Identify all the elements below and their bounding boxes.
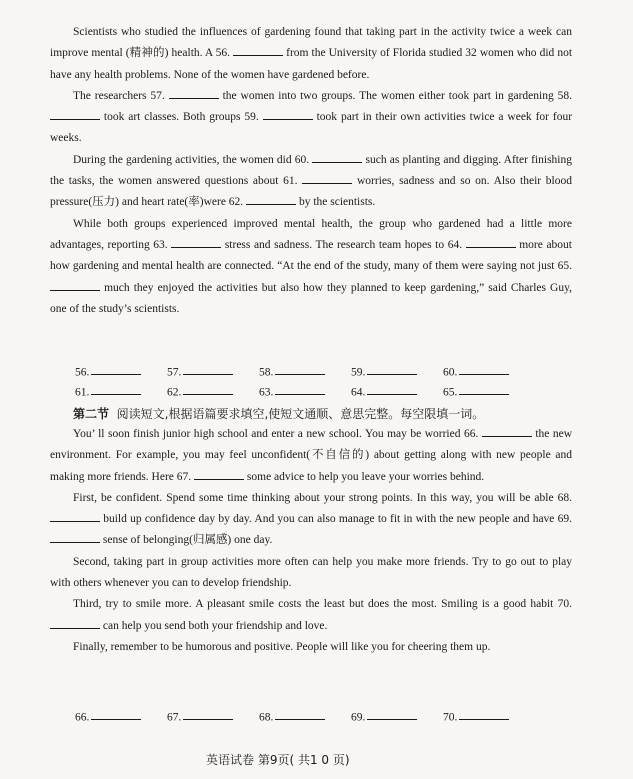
page-footer: 英语试卷 第9页( 共1 0 页) (206, 753, 350, 767)
answer-66[interactable]: 66. (75, 709, 167, 723)
blank-60[interactable] (312, 151, 362, 162)
blank-61[interactable] (302, 173, 352, 184)
answer-68[interactable]: 68. (259, 709, 351, 723)
blank-57[interactable] (169, 88, 219, 99)
answer-65[interactable]: 65. (443, 384, 535, 398)
blank-59[interactable] (263, 109, 313, 120)
passage-2-paragraph-4: Third, try to smile more. A pleasant smile costs the least but does the most. Smiling is a good habit 70. can help you send both your friendship and love. (50, 594, 572, 637)
section-2-heading: 第二节 阅读短文,根据语篇要求填空,使短文通顺、意思完整。每空限填一词。 (73, 407, 485, 421)
passage-2-paragraph-3: Second, taking part in group activities more often can help you make more friends. Try to go out to play with others whenever you can to develop friendship. (50, 555, 572, 590)
answer-60[interactable]: 60. (443, 364, 535, 378)
passage-1-paragraph-1: Scientists who studied the influences of gardening found that taking part in the activity twice a week can improve mental (精神的) health. A 56. from the University of Florida studied 32 women who did not have any health problems. None of the women have gardened before. (50, 26, 573, 81)
answer-row-61-65 (75, 384, 535, 398)
answer-58[interactable]: 58. (259, 364, 351, 378)
passage-1-paragraph-4: While both groups experienced improved mental health, the group who gardened had a little more advantages, reporting 63. stress and sadness. The research team hopes to 64. more about how gardening and mental health are connected. “At the end of the study, many of them were saying not just 65. much they enjoyed the activities but also how they planned to keep gardening,” said Charles Guy, one of the study’s scientists. (50, 217, 572, 315)
blank-62[interactable] (246, 194, 296, 205)
passage-1-paragraph-2: The researchers 57. the women into two groups. The women either took part in gardening 58. took art classes. Both groups 59. took part in their own activities twice a week for four weeks. (50, 86, 572, 150)
answer-61[interactable]: 61. (75, 384, 167, 398)
blank-68[interactable] (50, 511, 100, 522)
answer-row-56-60 (75, 364, 535, 378)
blank-58[interactable] (50, 109, 100, 120)
answer-56[interactable]: 56. (75, 364, 167, 378)
answer-64[interactable]: 64. (351, 384, 443, 398)
answer-63[interactable]: 63. (259, 384, 351, 398)
answer-70[interactable]: 70. (443, 709, 535, 723)
answer-67[interactable]: 67. (167, 709, 259, 723)
passage-2 (50, 424, 572, 658)
passage-2-paragraph-1: You’ ll soon finish junior high school and enter a new school. You may be worried 66. the new environment. For example, you may feel unconfident(不自信的) about getting along with new people and making more friends. Here 67. some advice to help you leave your worries behind. (50, 424, 572, 488)
answer-57[interactable]: 57. (167, 364, 259, 378)
blank-66[interactable] (482, 426, 532, 437)
answer-59[interactable]: 59. (351, 364, 443, 378)
blank-56[interactable] (233, 45, 283, 56)
blank-64[interactable] (466, 237, 516, 248)
answer-row-66-70 (75, 709, 535, 723)
blank-69[interactable] (50, 532, 100, 543)
passage-2-paragraph-5: Finally, remember to be humorous and positive. People will like you for cheering them up. (73, 640, 491, 653)
passage-2-paragraph-2: First, be confident. Spend some time thinking about your strong points. In this way, you will be able 68. build up confidence day by day. And you can also manage to fit in with the new people and have 69. sense of belonging(归属感) one day. (50, 488, 572, 552)
blank-65[interactable] (50, 279, 100, 290)
answer-62[interactable]: 62. (167, 384, 259, 398)
passage-1-paragraph-3: During the gardening activities, the women did 60. such as planting and digging. After finishing the tasks, the women answered questions about 61. worries, sadness and so on. Also their blood pressure(压力) and heart rate(率)were 62. by the scientists. (50, 150, 572, 214)
blank-70[interactable] (50, 617, 100, 628)
answer-69[interactable]: 69. (351, 709, 443, 723)
blank-63[interactable] (171, 237, 221, 248)
blank-67[interactable] (194, 468, 244, 479)
passage-1 (50, 22, 572, 320)
